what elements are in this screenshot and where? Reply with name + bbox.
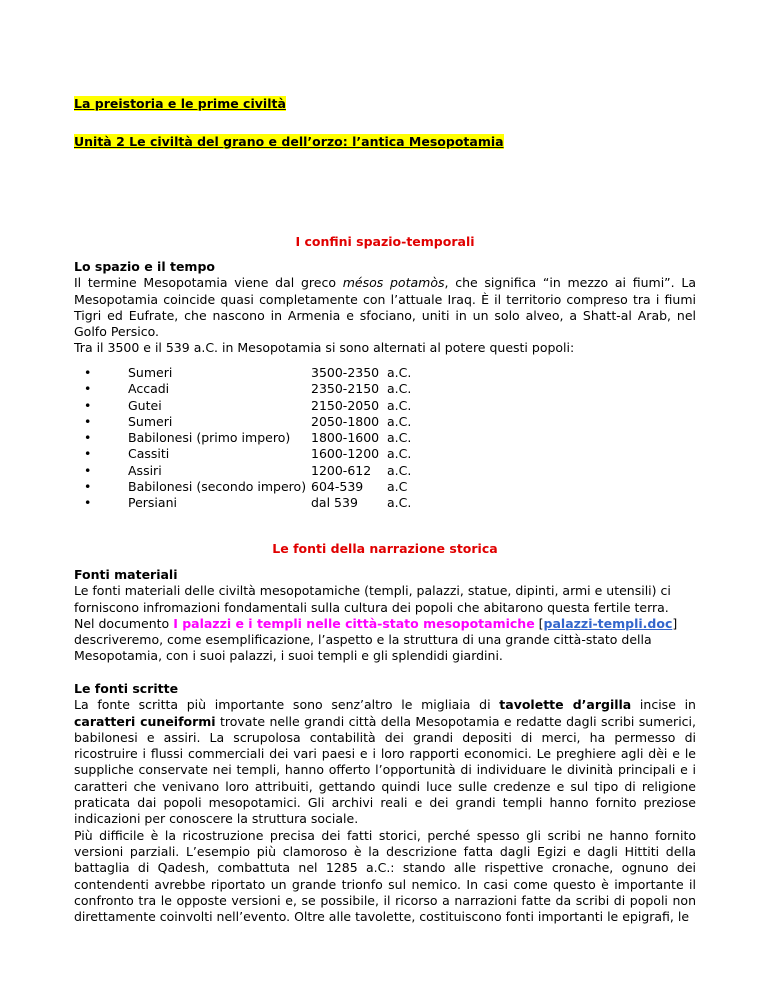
bullet-icon: • <box>84 365 92 380</box>
people-years: 604-539 <box>311 479 364 495</box>
people-name: Babilonesi (primo impero) <box>128 430 291 446</box>
bullet-icon: • <box>84 479 92 495</box>
people-list-item <box>84 479 484 495</box>
people-name: Gutei <box>128 397 162 413</box>
bullet-icon: • <box>84 430 92 446</box>
people-era: a.C. <box>387 413 412 429</box>
term-cuneiformi: caratteri cuneiformi <box>74 713 216 729</box>
people-name: Cassiti <box>128 446 170 462</box>
people-list-item <box>84 495 484 511</box>
people-list-item <box>84 381 484 397</box>
people-era: a.C <box>387 479 408 495</box>
paragraph-tavolette: La fonte scritta più importante sono senz’altro le migliaia di tavolette d’argilla incise in caratteri cuneiformi trovate nelle grandi città della Mesopotamia e redatte dagli scribi sumerici, babilonesi e assiri. La scrupolosa contabilità dei grandi depositi di merci, ha permesso di ricostruire i flussi commerciali dei vari paesi e i loro rapporti economici. Le preghiere agli dèi e le suppliche conservate nei templi, hanno offerto l’opportunità di individuare le divinità principali e i caratteri che venivano loro attribuiti, gettando quindi luce sulle credenze e sul tipo di religione praticata dai popoli mesopotamici. Gli archivi reali e dei grandi templi hanno fornito preziose indicazioni per conoscere la struttura sociale. <box>74 697 696 827</box>
people-name: Babilonesi (secondo impero) <box>128 479 307 495</box>
document-link[interactable]: palazzi-templi.doc <box>543 615 673 631</box>
people-era: a.C. <box>387 365 412 380</box>
peoples-list <box>84 365 484 512</box>
people-era: a.C. <box>387 495 412 511</box>
people-years: 1600-1200 <box>311 446 380 462</box>
people-name: Assiri <box>128 462 162 478</box>
people-name: Persiani <box>128 495 177 511</box>
people-era: a.C. <box>387 462 412 478</box>
people-list-item <box>84 398 484 414</box>
paragraph-documento: Nel documento I palazzi e i templi nelle città-stato mesopotamiche [palazzi-templi.doc] descriveremo, come esemplificazione, l’aspetto e la struttura di una grande città-stato della Mesopotamia, con i suoi palazzi, i suoi templi e gli splendidi giardini. <box>74 615 678 664</box>
greek-term: mésos potamòs <box>342 275 445 291</box>
people-list-item <box>84 414 484 430</box>
people-years: 1200-612 <box>311 462 372 478</box>
people-years: dal 539 <box>311 495 358 511</box>
people-name: Accadi <box>128 381 170 397</box>
bullet-icon: • <box>84 413 92 429</box>
unit-title: Unità 2 Le civiltà del grano e dell’orzo: l’antica Mesopotamia <box>74 134 504 149</box>
subheading-fonti-materiali: Fonti materiali <box>74 567 178 582</box>
paragraph-fatti-storici: Più difficile è la ricostruzione precisa dei fatti storici, perché spesso gli scribi ne hanno fornito versioni parziali. L’esempio più clamoroso è la descrizione fatta dagli Egizi e dagli Hittiti della battaglia di Qadesh, combattuta nel 1285 a.C.: stando alle rispettive cronache, ognuno dei contendenti avrebbe riportato un grande trionfo sul nemico. In casi come questo è importante il confronto tra le opposte versioni e, se possibile, il ricorso a narrazioni fatte da scribi di popoli non direttamente coinvolti nell’evento. Oltre alle tavolette, costituiscono fonti importanti le epigrafi, le <box>74 827 696 925</box>
section-fonti-materiali <box>74 567 696 665</box>
subheading-fonti-scritte: Le fonti scritte <box>74 681 179 696</box>
bullet-icon: • <box>84 462 92 478</box>
bullet-icon: • <box>84 397 92 413</box>
section-spazio-tempo <box>74 259 696 357</box>
people-years: 2050-1800 <box>311 413 380 429</box>
people-list-item <box>84 446 484 462</box>
bullet-icon: • <box>84 495 92 511</box>
people-era: a.C. <box>387 430 412 446</box>
subheading-spazio-tempo: Lo spazio e il tempo <box>74 259 215 274</box>
people-years: 2350-2150 <box>311 381 380 397</box>
people-name: Sumeri <box>128 413 173 429</box>
people-era: a.C. <box>387 381 412 397</box>
section-fonti-scritte <box>74 681 696 925</box>
people-list-item <box>84 430 484 446</box>
people-years: 2150-2050 <box>311 397 380 413</box>
section-title-confini: I confini spazio-temporali <box>295 234 475 249</box>
paragraph-popoli-intro: Tra il 3500 e il 539 a.C. in Mesopotamia si sono alternati al potere questi popoli: <box>74 340 575 356</box>
bullet-icon: • <box>84 381 92 397</box>
people-years: 1800-1600 <box>311 430 380 446</box>
term-tavolette: tavolette d’argilla <box>499 697 632 713</box>
people-list-item <box>84 463 484 479</box>
people-name: Sumeri <box>128 365 173 380</box>
course-title: La preistoria e le prime civiltà <box>74 96 286 111</box>
section-title-fonti: Le fonti della narrazione storica <box>272 541 498 556</box>
people-era: a.C. <box>387 397 412 413</box>
bullet-icon: • <box>84 446 92 462</box>
paragraph-mesopotamia: Il termine Mesopotamia viene dal greco mésos potamòs, che significa “in mezzo ai fiumi”. La Mesopotamia coincide quasi completamente con l’attuale Iraq. È il territorio compreso tra i fiumi Tigri ed Eufrate, che nascono in Armenia e sfociano, uniti in un solo alveo, a Shatt-al Arab, nel Golfo Persico. <box>74 275 696 340</box>
paragraph-fonti-materiali: Le fonti materiali delle civiltà mesopotamiche (templi, palazzi, statue, dipinti, armi e utensili) ci forniscono infromazioni fondamentali sulla cultura dei popoli che abitarono questa fertile terra. <box>74 583 671 615</box>
people-list-item <box>84 365 484 381</box>
people-era: a.C. <box>387 446 412 462</box>
document-title: I palazzi e i templi nelle città-stato mesopotamiche <box>173 615 535 631</box>
people-years: 3500-2350 <box>311 365 380 380</box>
